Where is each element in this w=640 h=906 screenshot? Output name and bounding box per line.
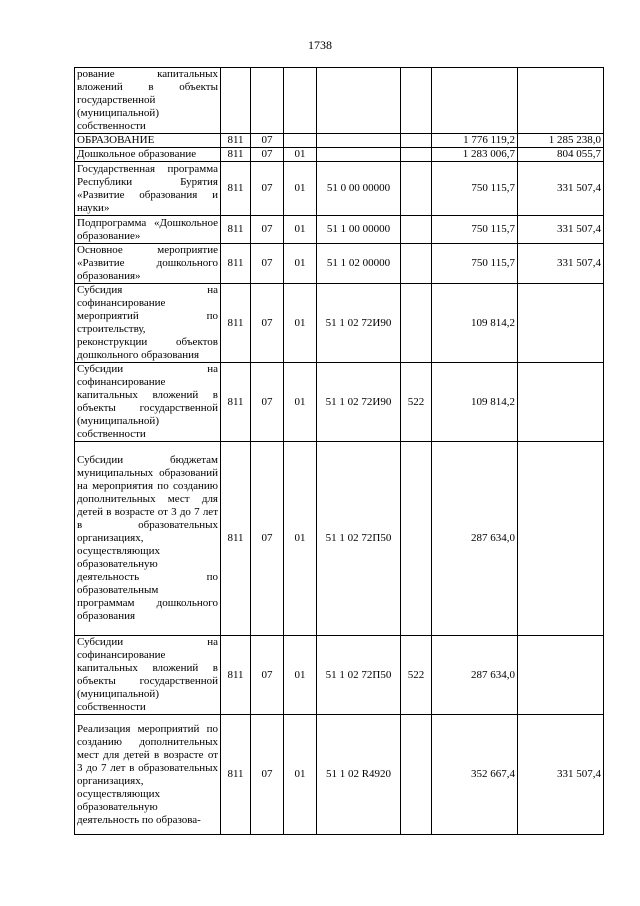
target-article-code-cell: 51 1 02 R4920 xyxy=(317,715,401,835)
ministry-code-cell: 811 xyxy=(221,284,251,363)
item-name-cell: Государственная программа Республики Бурятия «Развитие образования и науки» xyxy=(75,162,221,216)
target-article-code-cell xyxy=(317,68,401,134)
amount-year1-cell: 287 634,0 xyxy=(432,636,518,715)
target-article-code-cell: 51 1 02 72И90 xyxy=(317,363,401,442)
subsection-code-cell: 01 xyxy=(284,363,317,442)
expense-type-code-cell xyxy=(401,134,432,148)
amount-year1-cell xyxy=(432,68,518,134)
amount-year2-cell xyxy=(518,442,604,636)
table-row xyxy=(75,284,604,363)
table-row xyxy=(75,244,604,284)
table-row xyxy=(75,68,604,134)
ministry-code-cell: 811 xyxy=(221,244,251,284)
item-name-cell: Субсидии на софинансирование капитальных вложений в объекты государственной (муниципальной) собственности xyxy=(75,363,221,442)
subsection-code-cell: 01 xyxy=(284,284,317,363)
amount-year1-cell: 750 115,7 xyxy=(432,216,518,244)
amount-year1-cell: 1 776 119,2 xyxy=(432,134,518,148)
amount-year1-cell: 287 634,0 xyxy=(432,442,518,636)
expense-type-code-cell xyxy=(401,148,432,162)
budget-table xyxy=(74,67,604,835)
item-name-cell: Субсидии на софинансирование капитальных вложений в объекты государственной (муниципальной) собственности xyxy=(75,636,221,715)
ministry-code-cell: 811 xyxy=(221,636,251,715)
amount-year2-cell: 331 507,4 xyxy=(518,244,604,284)
target-article-code-cell: 51 1 00 00000 xyxy=(317,216,401,244)
table-row xyxy=(75,715,604,835)
page-number: 1738 xyxy=(308,38,332,52)
expense-type-code-cell xyxy=(401,68,432,134)
section-code-cell: 07 xyxy=(251,636,284,715)
subsection-code-cell: 01 xyxy=(284,162,317,216)
item-name-cell: Реализация мероприятий по созданию дополнительных мест для детей в возрасте от 3 до 7 лет в образовательных организациях, осуществляющих образовательную деятельность по образова- xyxy=(75,715,221,835)
target-article-code-cell xyxy=(317,148,401,162)
subsection-code-cell: 01 xyxy=(284,148,317,162)
subsection-code-cell: 01 xyxy=(284,216,317,244)
expense-type-code-cell xyxy=(401,244,432,284)
section-code-cell: 07 xyxy=(251,715,284,835)
section-code-cell: 07 xyxy=(251,442,284,636)
subsection-code-cell: 01 xyxy=(284,244,317,284)
amount-year2-cell xyxy=(518,363,604,442)
target-article-code-cell: 51 1 02 72П50 xyxy=(317,442,401,636)
expense-type-code-cell: 522 xyxy=(401,363,432,442)
item-name-cell: Субсидии бюджетам муниципальных образований на мероприятия по созданию дополнительных мест для детей в возрасте от 3 до 7 лет в образовательных организациях, осуществляющих образовательную деятельность по образовательным программам дошкольного образования xyxy=(75,442,221,636)
expense-type-code-cell xyxy=(401,216,432,244)
subsection-code-cell: 01 xyxy=(284,636,317,715)
amount-year2-cell: 331 507,4 xyxy=(518,162,604,216)
section-code-cell: 07 xyxy=(251,363,284,442)
item-name-cell: Основное мероприятие «Развитие дошкольного образования» xyxy=(75,244,221,284)
budget-table-body xyxy=(75,68,604,835)
amount-year1-cell: 109 814,2 xyxy=(432,363,518,442)
amount-year2-cell xyxy=(518,284,604,363)
amount-year1-cell: 1 283 006,7 xyxy=(432,148,518,162)
amount-year2-cell: 804 055,7 xyxy=(518,148,604,162)
amount-year2-cell: 331 507,4 xyxy=(518,216,604,244)
section-code-cell: 07 xyxy=(251,284,284,363)
expense-type-code-cell xyxy=(401,284,432,363)
table-row xyxy=(75,148,604,162)
ministry-code-cell: 811 xyxy=(221,442,251,636)
amount-year2-cell: 331 507,4 xyxy=(518,715,604,835)
target-article-code-cell: 51 0 00 00000 xyxy=(317,162,401,216)
expense-type-code-cell xyxy=(401,442,432,636)
section-code-cell: 07 xyxy=(251,162,284,216)
section-code-cell: 07 xyxy=(251,244,284,284)
table-row xyxy=(75,162,604,216)
amount-year1-cell: 109 814,2 xyxy=(432,284,518,363)
table-row xyxy=(75,363,604,442)
expense-type-code-cell: 522 xyxy=(401,636,432,715)
ministry-code-cell: 811 xyxy=(221,363,251,442)
amount-year1-cell: 750 115,7 xyxy=(432,244,518,284)
table-row xyxy=(75,216,604,244)
ministry-code-cell: 811 xyxy=(221,134,251,148)
subsection-code-cell xyxy=(284,68,317,134)
ministry-code-cell: 811 xyxy=(221,162,251,216)
item-name-cell: ОБРАЗОВАНИЕ xyxy=(75,134,221,148)
amount-year2-cell: 1 285 238,0 xyxy=(518,134,604,148)
target-article-code-cell: 51 1 02 72И90 xyxy=(317,284,401,363)
ministry-code-cell: 811 xyxy=(221,148,251,162)
table-row xyxy=(75,134,604,148)
table-row xyxy=(75,442,604,636)
subsection-code-cell: 01 xyxy=(284,442,317,636)
target-article-code-cell: 51 1 02 00000 xyxy=(317,244,401,284)
section-code-cell: 07 xyxy=(251,216,284,244)
target-article-code-cell: 51 1 02 72П50 xyxy=(317,636,401,715)
amount-year2-cell xyxy=(518,636,604,715)
target-article-code-cell xyxy=(317,134,401,148)
amount-year1-cell: 352 667,4 xyxy=(432,715,518,835)
subsection-code-cell: 01 xyxy=(284,715,317,835)
item-name-cell: Дошкольное образование xyxy=(75,148,221,162)
section-code-cell: 07 xyxy=(251,148,284,162)
amount-year2-cell xyxy=(518,68,604,134)
amount-year1-cell: 750 115,7 xyxy=(432,162,518,216)
table-row xyxy=(75,636,604,715)
expense-type-code-cell xyxy=(401,715,432,835)
ministry-code-cell xyxy=(221,68,251,134)
expense-type-code-cell xyxy=(401,162,432,216)
section-code-cell: 07 xyxy=(251,134,284,148)
ministry-code-cell: 811 xyxy=(221,216,251,244)
item-name-cell: Подпрограмма «Дошкольное образование» xyxy=(75,216,221,244)
subsection-code-cell xyxy=(284,134,317,148)
item-name-cell: Субсидия на софинансирование мероприятий по строительству, реконструкции объектов дошкольного образования xyxy=(75,284,221,363)
item-name-cell: рование капитальных вложений в объекты государственной (муниципальной) собственности xyxy=(75,68,221,134)
ministry-code-cell: 811 xyxy=(221,715,251,835)
section-code-cell xyxy=(251,68,284,134)
